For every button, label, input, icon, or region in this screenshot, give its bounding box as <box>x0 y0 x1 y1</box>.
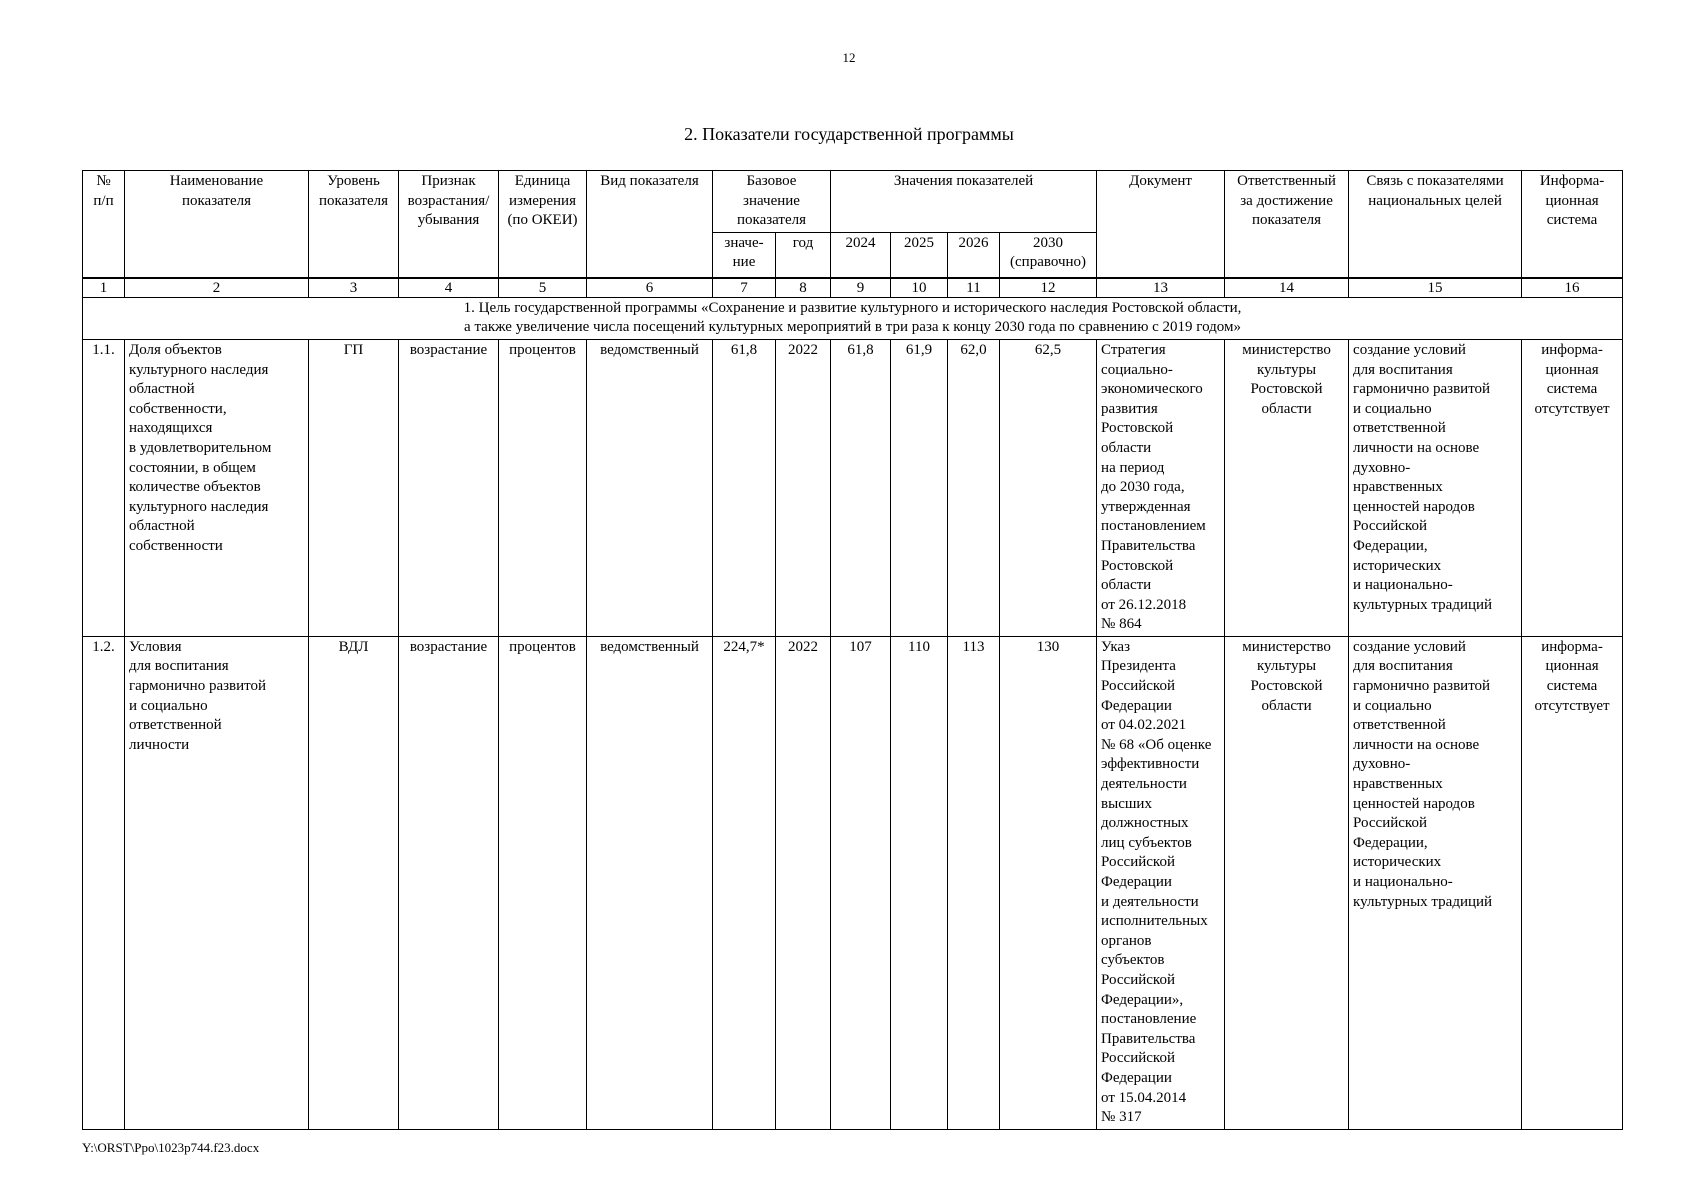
col-num: 5 <box>499 278 587 298</box>
value-2025: 61,9 <box>891 339 948 636</box>
page-number: 12 <box>842 50 856 65</box>
header-base-value: значе- ние <box>713 232 776 278</box>
col-num: 11 <box>948 278 1000 298</box>
indicator-sign: возрастание <box>399 636 499 1129</box>
table-row <box>83 339 1623 636</box>
header-year-2024: 2024 <box>831 232 891 278</box>
indicator-sign: возрастание <box>399 339 499 636</box>
col-num: 4 <box>399 278 499 298</box>
header-document: Документ <box>1097 171 1225 278</box>
indicator-level: ГП <box>309 339 399 636</box>
national-goal-link: создание условий для воспитания гармонично развитой и социально ответственной личности на основе духовно- нравственных ценностей народов Российской Федерации, исторических и национально- культурных традиций <box>1349 636 1522 1129</box>
header-year-2030: 2030 (справочно) <box>1000 232 1097 278</box>
table-row <box>83 636 1623 1129</box>
col-num: 15 <box>1349 278 1522 298</box>
value-2025: 110 <box>891 636 948 1129</box>
info-system: информа- ционная система отсутствует <box>1522 636 1623 1129</box>
header-base: Базовое значение показателя <box>713 171 831 233</box>
value-2026: 113 <box>948 636 1000 1129</box>
col-num: 12 <box>1000 278 1097 298</box>
file-path-footer: Y:\ORST\Ppo\1023p744.f23.docx <box>82 1140 260 1155</box>
indicator-unit: процентов <box>499 339 587 636</box>
col-num: 3 <box>309 278 399 298</box>
column-number-row <box>83 278 1623 298</box>
col-num: 8 <box>776 278 831 298</box>
indicator-name: Условия для воспитания гармонично развитой и социально ответственной личности <box>125 636 309 1129</box>
col-num: 16 <box>1522 278 1623 298</box>
indicator-name: Доля объектов культурного наследия областной собственности, находящихся в удовлетворительном состоянии, в общем количестве объектов культурного наследия областной собственности <box>125 339 309 636</box>
document: Указ Президента Российской Федерации от 04.02.2021 № 68 «Об оценке эффективности деятельности высших должностных лиц субъектов Российской Федерации и деятельности исполнительных органов субъектов Российской Федерации», постановление Правительства Российской Федерации от 15.04.2014 № 317 <box>1097 636 1225 1129</box>
header-row-1 <box>83 171 1623 233</box>
col-num: 2 <box>125 278 309 298</box>
header-unit: Единица измерения (по ОКЕИ) <box>499 171 587 278</box>
base-year: 2022 <box>776 636 831 1129</box>
value-2026: 62,0 <box>948 339 1000 636</box>
header-level: Уровень показателя <box>309 171 399 278</box>
col-num: 7 <box>713 278 776 298</box>
col-num: 13 <box>1097 278 1225 298</box>
col-num: 10 <box>891 278 948 298</box>
section-title: 2. Показатели государственной программы <box>684 124 1014 144</box>
row-num: 1.2. <box>83 636 125 1129</box>
value-2024: 61,8 <box>831 339 891 636</box>
col-num: 6 <box>587 278 713 298</box>
responsible: министерство культуры Ростовской области <box>1225 636 1349 1129</box>
indicators-table <box>82 170 1623 1130</box>
national-goal-link: создание условий для воспитания гармонично развитой и социально ответственной личности на основе духовно- нравственных ценностей народов Российской Федерации, исторических и национально- культурных традиций <box>1349 339 1522 636</box>
base-value: 61,8 <box>713 339 776 636</box>
header-base-year: год <box>776 232 831 278</box>
header-sign: Признак возрастания/ убывания <box>399 171 499 278</box>
indicator-kind: ведомственный <box>587 339 713 636</box>
header-info: Информа- ционная система <box>1522 171 1623 278</box>
col-num: 9 <box>831 278 891 298</box>
info-system: информа- ционная система отсутствует <box>1522 339 1623 636</box>
program-goal: 1. Цель государственной программы «Сохранение и развитие культурного и исторического наследия Ростовской области, а также увеличение числа посещений культурных мероприятий в три раза к концу 2030 года по сравнению с 2019 годом» <box>83 297 1623 339</box>
goal-row <box>83 297 1623 339</box>
col-num: 14 <box>1225 278 1349 298</box>
header-link: Связь с показателями национальных целей <box>1349 171 1522 278</box>
indicator-kind: ведомственный <box>587 636 713 1129</box>
header-responsible: Ответственный за достижение показателя <box>1225 171 1349 278</box>
indicator-unit: процентов <box>499 636 587 1129</box>
header-kind: Вид показателя <box>587 171 713 278</box>
header-year-2026: 2026 <box>948 232 1000 278</box>
document: Стратегия социально- экономического развития Ростовской области на период до 2030 года, утвержденная постановлением Правительства Ростовской области от 26.12.2018 № 864 <box>1097 339 1225 636</box>
base-value: 224,7* <box>713 636 776 1129</box>
col-num: 1 <box>83 278 125 298</box>
header-year-2025: 2025 <box>891 232 948 278</box>
header-values: Значения показателей <box>831 171 1097 233</box>
responsible: министерство культуры Ростовской области <box>1225 339 1349 636</box>
base-year: 2022 <box>776 339 831 636</box>
header-name: Наименование показателя <box>125 171 309 278</box>
indicator-level: ВДЛ <box>309 636 399 1129</box>
header-num: № п/п <box>83 171 125 278</box>
value-2024: 107 <box>831 636 891 1129</box>
value-2030: 130 <box>1000 636 1097 1129</box>
value-2030: 62,5 <box>1000 339 1097 636</box>
row-num: 1.1. <box>83 339 125 636</box>
